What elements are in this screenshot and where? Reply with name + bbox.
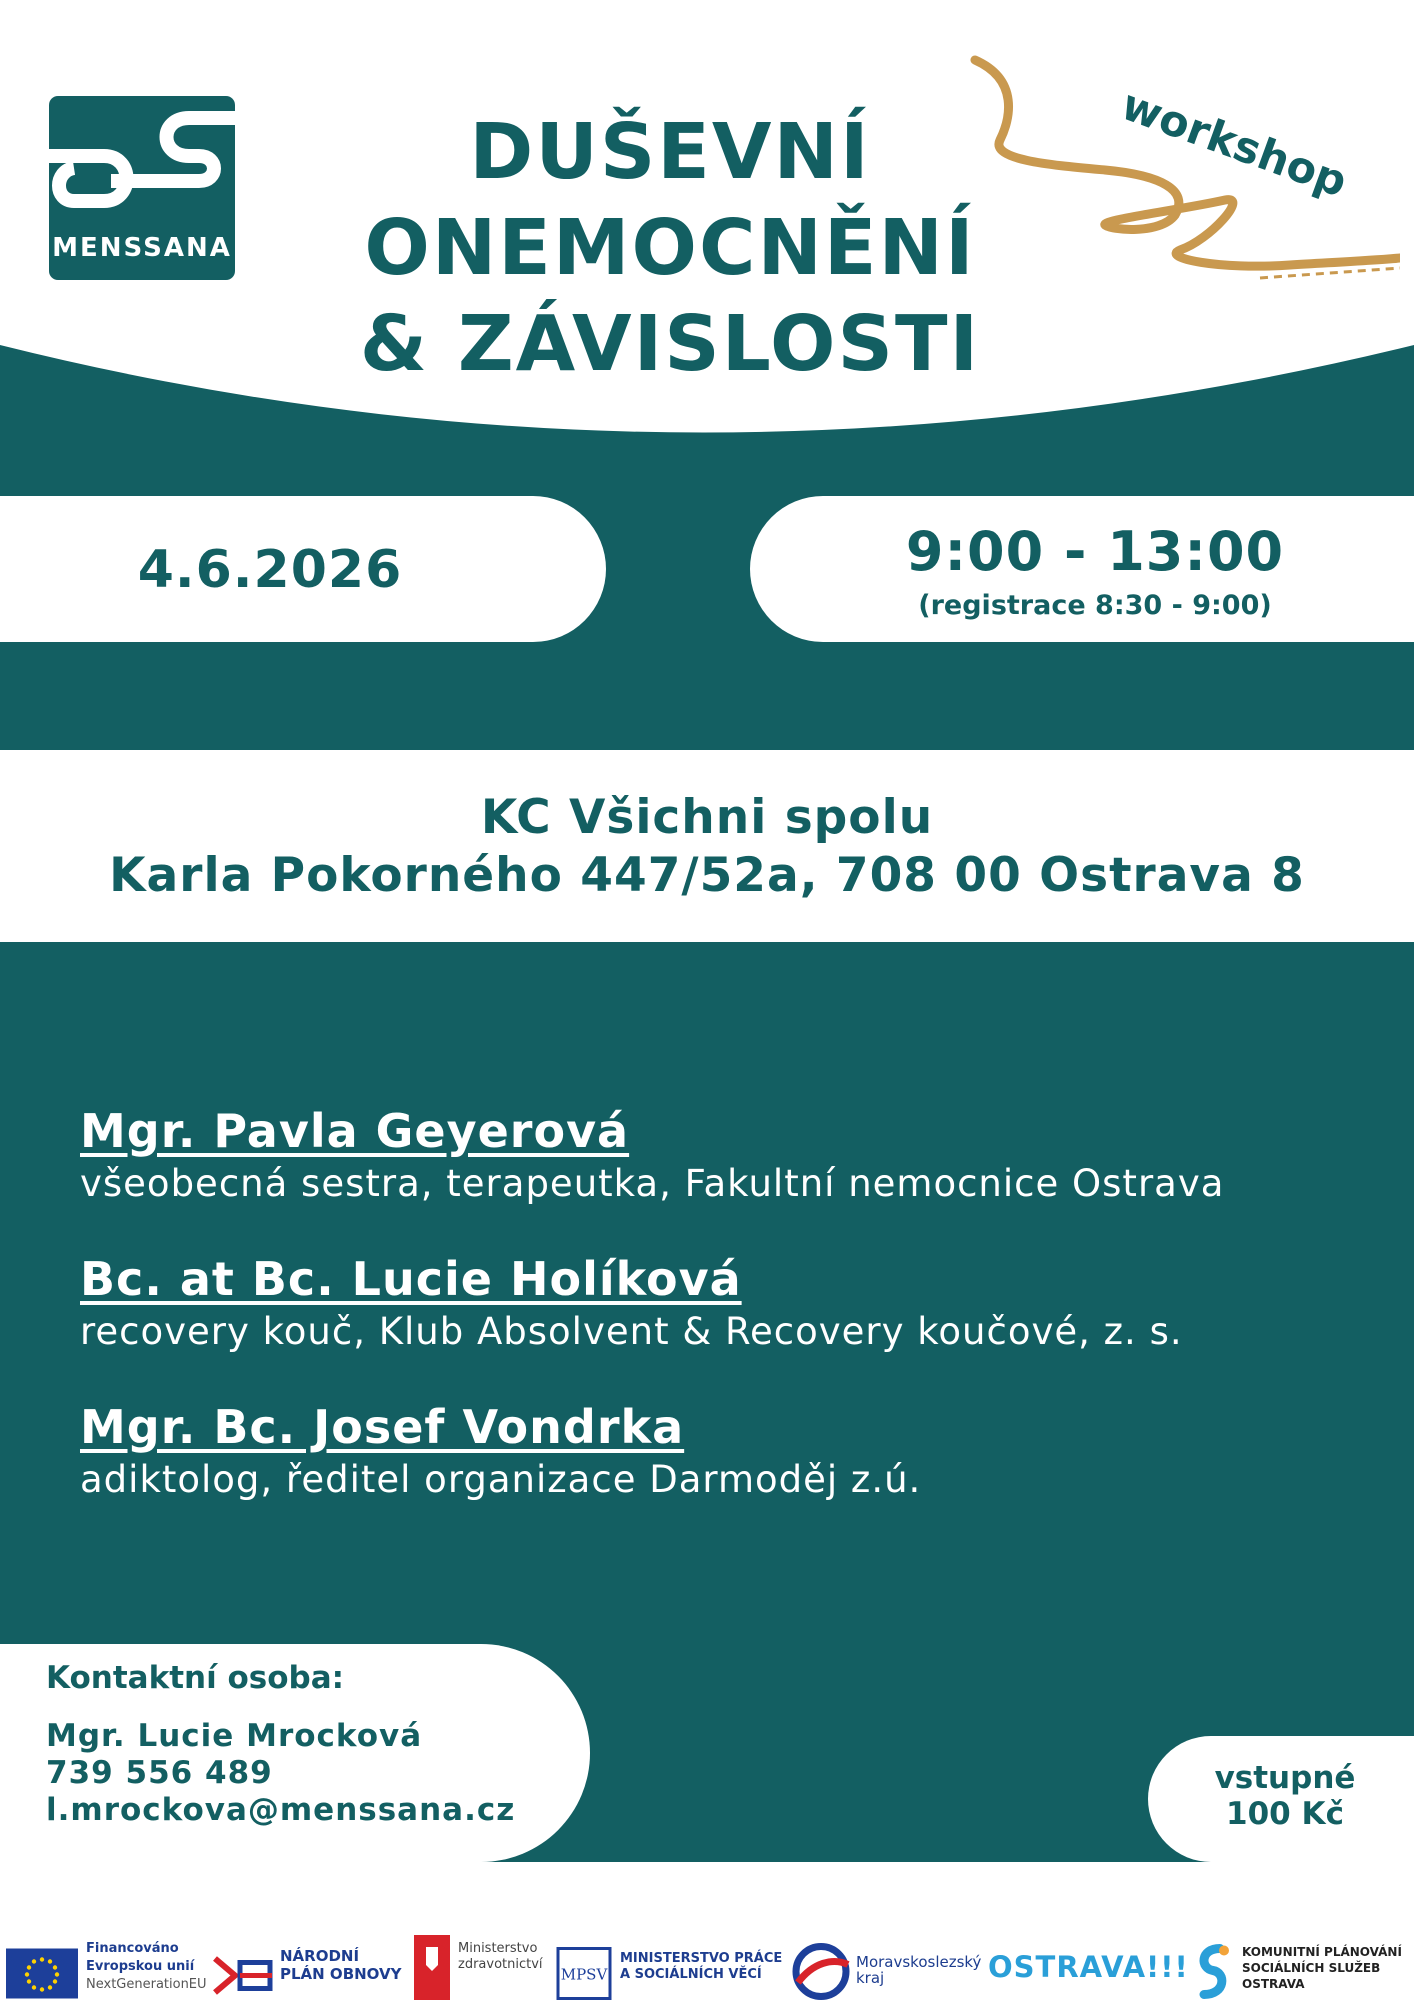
registration-time: (registrace 8:30 - 9:00) [918,590,1272,621]
kpss-text-2: SOCIÁLNÍCH SLUŽEB [1242,1961,1381,1975]
speaker-name: Mgr. Bc. Josef Vondrka [80,1400,685,1454]
fee-label: vstupné [1214,1760,1356,1796]
contact-email[interactable]: l.mrockova@menssana.cz [46,1792,516,1828]
event-date: 4.6.2026 [137,540,403,600]
event-time: 9:00 - 13:00 [905,520,1285,583]
msk-text-2: kraj [856,1969,885,1987]
speaker-role: všeobecná sestra, terapeutka, Fakultní nemocnice Ostrava [80,1162,1225,1205]
menssana-logo [49,96,235,280]
eu-flag-icon [6,1941,78,2000]
mpsv-logo-text: MPSV [560,1965,608,1984]
page-title [300,105,1040,393]
contact-heading: Kontaktní osoba: [46,1660,345,1696]
npo-text-1: NÁRODNÍ [280,1947,360,1965]
msk-text-1: Moravskoslezský [856,1953,982,1971]
mpsv-logo-icon [556,1941,612,2000]
title-line-3: & ZÁVISLOSTI [359,300,981,389]
eu-text-2: Evropskou unií [86,1959,195,1974]
mzcr-text-1: Ministerstvo [458,1941,538,1956]
speaker-name: Mgr. Pavla Geyerová [80,1104,630,1158]
logo-text: MENSSANA [52,233,232,263]
ostrava-logo: OSTRAVA!!! [988,1950,1189,1984]
eu-text-1: Financováno [86,1941,179,1956]
mzcr-emblem-icon [414,1935,450,2000]
npo-icon [210,1943,276,2000]
kpss-text-3: OSTRAVA [1242,1977,1305,1991]
mpsv-text-1: MINISTERSTVO PRÁCE [620,1951,783,1966]
venue-name: KC Všichni spolu [480,790,934,845]
speaker-role: adiktolog, ředitel organizace Darmoděj z.ú. [80,1458,922,1501]
title-line-2: ONEMOCNĚNÍ [364,204,976,293]
speaker-3 [80,1400,921,1501]
contact-phone[interactable]: 739 556 489 [46,1755,273,1791]
title-line-1: DUŠEVNÍ [469,108,871,197]
speaker-1 [80,1104,1224,1205]
speaker-name: Bc. at Bc. Lucie Holíková [80,1252,742,1306]
kpss-text-1: KOMUNITNÍ PLÁNOVÁNÍ [1242,1945,1402,1959]
logo-s-icon [49,96,235,226]
contact-name: Mgr. Lucie Mrocková [46,1718,423,1754]
kpss-logo-icon [1190,1939,1236,2000]
mpsv-text-2: A SOCIÁLNÍCH VĚCÍ [620,1967,762,1982]
msk-logo-icon [788,1939,854,2000]
speaker-2 [80,1252,1183,1353]
workshop-tag: workshop [1114,80,1354,208]
venue-section [0,750,1414,942]
eu-text-3: NextGenerationEU [86,1977,207,1992]
venue-address: Karla Pokorného 447/52a, 708 00 Ostrava 8 [109,848,1305,903]
speaker-role: recovery kouč, Klub Absolvent & Recovery koučové, z. s. [80,1310,1183,1353]
npo-text-2: PLÁN OBNOVY [280,1965,402,1983]
fee-amount: 100 Kč [1226,1796,1344,1832]
footer-logos [0,1935,1414,2000]
mzcr-text-2: zdravotnictví [458,1957,543,1972]
